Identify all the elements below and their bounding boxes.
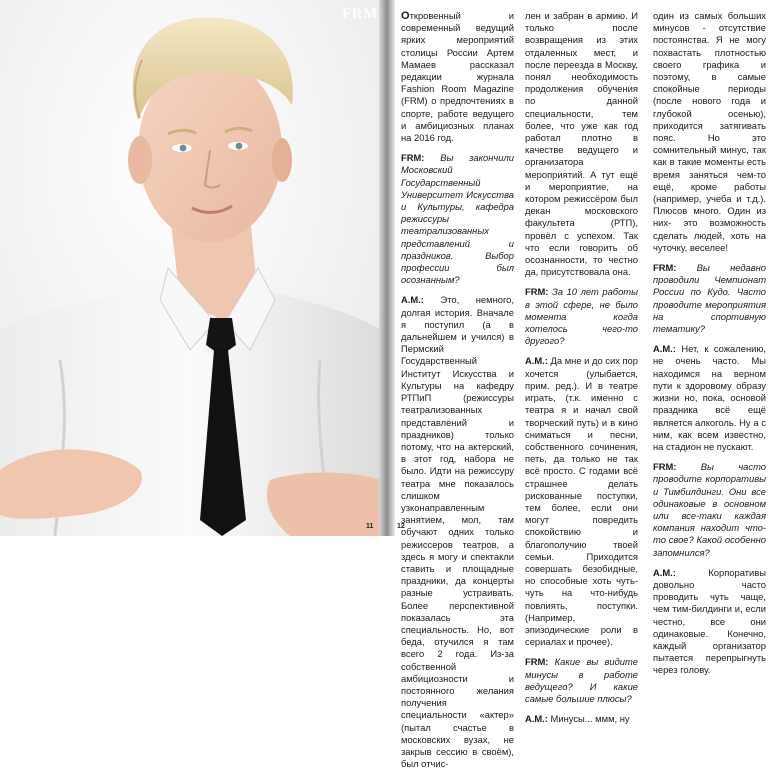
gutter (379, 0, 395, 536)
interview-question (525, 286, 638, 347)
interview-answer (525, 713, 638, 725)
right-page-number: 12 (397, 523, 405, 530)
paragraph-text: Корпоративы довольно часто проводить чуть чаще, чем тим-билдинги и, если честно, все они одинаковые. Конечно, каждый организатор пытается перепрыгнуть через голову. (653, 566, 766, 676)
speaker-label: FRM: (653, 262, 677, 274)
article-page (395, 0, 780, 770)
portrait-photo (0, 0, 381, 536)
speaker-label: FRM: (653, 461, 677, 473)
interview-answer (525, 10, 638, 278)
paragraph-text: Какие вы видите минусы в работе ведущего? И какие самые большие плюсы? (525, 656, 638, 704)
left-page-number: 11 (366, 523, 374, 530)
interview-answer (401, 294, 514, 770)
interview-answer (653, 10, 766, 254)
paragraph-text: Вы закончили Московский Государственный Университет Искусства и Культуры, кафедра режиссуры театрализованных представлений и праздников. Выбор профессии был осознанным? (401, 152, 514, 286)
speaker-label: А.М.: (653, 566, 676, 578)
paragraph-text: Вы часто проводите корпоративы и Тимбилдинги. Они все одинаковые в основном или все-таки каждая компания находит что-то свое? Какой особенно запомнился? (653, 461, 766, 558)
magazine-logo: FRM (342, 6, 378, 22)
paragraph-text: Минусы... ммм, ну (547, 713, 630, 725)
interview-question (653, 461, 766, 559)
paragraph-text: лен и забран в армию. И только после возвращения из этих отдаленных мест, и после переезда в Москву, понял необходимость продолжения обучения по данной специальности, тем более, что уже как год работал плотно в качестве ведущего и организатора мероприятий. А тут ещё и мероприятие, на котором режиссёром был декан московского факультета (РТП), провёл с успехом. Так что если говорить об осознанности, то честно да, присутствовала она. (525, 10, 638, 278)
speaker-label: А.М.: (525, 713, 548, 725)
interview-answer (525, 355, 638, 648)
paragraph-text: Да мне и до сих пор хочется (улыбается, прим. ред.). И в театре играть, (т.к. именно с театра я и начал свой творческий путь) и в кино сниматься и песни, собственного сочинения, петь, да только не так всё просто. С годами всё страшнее делать рискованные поступки, тем более, если они могут повредить спокойствию и благополучию твоей семьи. Приходится совершать безобидные, но способные хоть чуть-чуть на что-нибудь повлиять, поступки. (Например, эпизодические роли в сериалах и прочее). (525, 355, 638, 648)
drop-initial: О (401, 10, 410, 22)
paragraph-text: За 10 лет работы в этой сфере, не было момента когда хотелось чего-то другого? (525, 286, 638, 347)
paragraph-text: Это, немного, долгая история. Вначале я поступил (а в дальнейшем и учился) в Пермский Государственный Институт Искусства и Культуры на кафедру РТПиП (режиссуры театрализованных представлений и праздников) только потому, что на актерский, в этот год, набора не было. Идти на режиссуру театра мне показалось слишком узконаправленным занятием, мол, там обучают одних только режиссеров театров, а здесь я могу и спектакли ставить и площадные праздники, да концерты разные устраивать. Более перспективной показалась эта специальность. Но, вот беда, отучился я там всего 2 года. Из-за собственной амбициозности и постоянного желания получения специальности «актер» (пытал счастье в московских вузах, не закрыв сессию в своём), был отчис- (401, 294, 514, 770)
interview-question (653, 262, 766, 335)
paragraph-text: Вы недавно проводили Чемпионат России по Кудо. Часто проводите мероприятия на спортивную тематику? (653, 262, 766, 335)
paragraph-text: ткровенный и современный ведущий ярких мероприятий столицы России Артем Мамаев рассказал редакции журнала Fashion Room Magazine (FRM) о предпочтениях в спорте, работе ведущего и амбициозных планах на 2016 год. (401, 10, 514, 144)
article-column-3 (653, 10, 766, 676)
speaker-label: А.М.: (653, 343, 676, 355)
article-intro (401, 10, 514, 144)
interview-answer (653, 343, 766, 453)
article-column-2 (525, 10, 638, 725)
article-column-1 (401, 10, 514, 770)
paragraph-text: Нет, к сожалению, не очень часто. Мы находимся на верном пути к здоровому образу жизни но, пока, основой праздника всё ещё является алкоголь. Ну а с ним, как всем известно, на стадион не пускают. (653, 343, 766, 452)
speaker-label: А.М.: (525, 355, 548, 367)
paragraph-text: один из самых больших минусов - отсутствие постоянства. Я не могу похвастать плотностью своего графика и поэтому, в самые спокойные периоды (после нового года и глубокой осенью), приходится затягивать пояс. Но это сомнительный минус, так как в такие моменты есть время заняться чем-то ещё, кроме работы (например, учеба и т.д.). Плюсов много. Один из них- это возможность сделать людей, хоть на чуточку, веселее! (653, 10, 766, 253)
speaker-label: FRM: (401, 152, 425, 164)
interview-answer (653, 567, 766, 677)
speaker-label: А.М.: (401, 294, 424, 306)
interview-question (401, 152, 514, 286)
speaker-label: FRM: (525, 656, 549, 668)
photo-page (0, 0, 381, 536)
interview-question (525, 656, 638, 705)
speaker-label: FRM: (525, 286, 549, 298)
